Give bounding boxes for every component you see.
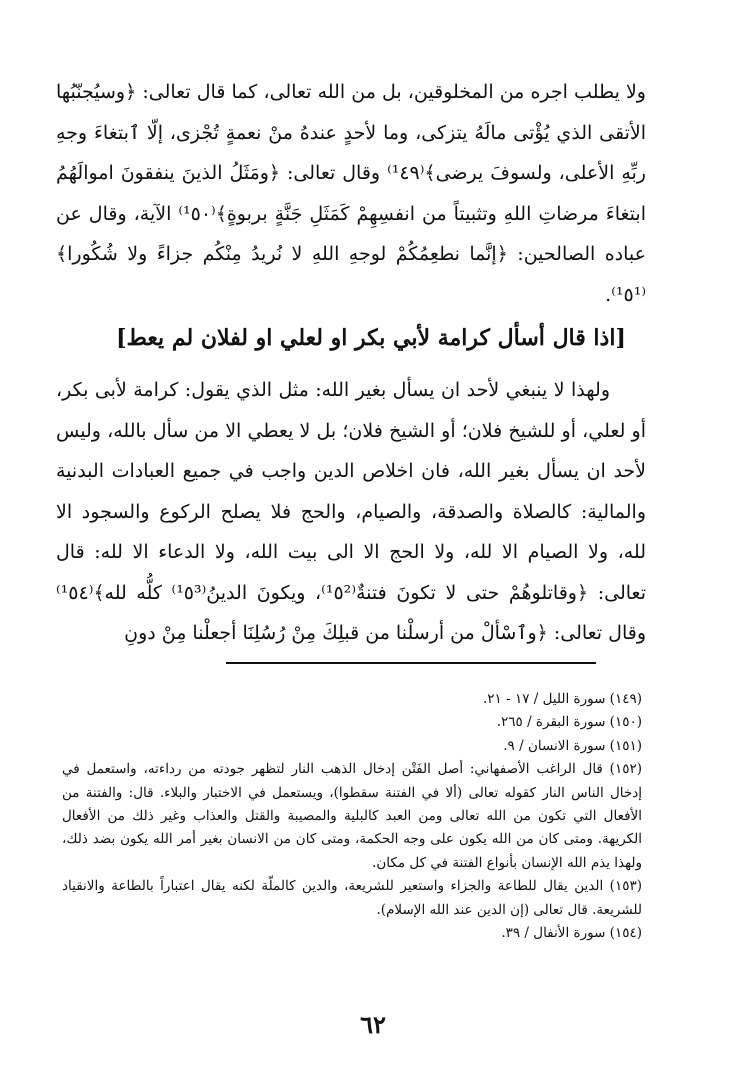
section-heading: [اذا قال أسأل كرامة لأبي بكر او لعلي او لفلان لم يعط] [116, 325, 626, 351]
main-text-bottom [56, 370, 646, 654]
footnote: (١٥٣) الدين يقال للطاعة والجزاء واستعير للشريعة، والدين كالملّة لكنه يقال اعتباراً بالطاعة والانقياد للشريعة. قال تعالى (إن الدين عند الله الإسلام). [62, 878, 642, 918]
footnote: (١٤٩) سورة الليل / ١٧ - ٢١. [482, 691, 642, 707]
paragraph: ولهذا لا ينبغي لأحد ان يسأل بغير الله: مثل الذي يقول: كرامة لأبى بكر، أو لعلي، أو للشيخ فلان؛ أو الشيخ فلان؛ بل لا يعطي الا من سأل بالله، وليس لأحد ان يسأل بغير الله، فان اخلاص الدين واجب في جميع العبادات البدنية والمالية: كالصلاة والصدقة، والصيام، والحج فلا يصلح الركوع والسجود الا لله، ولا الصيام الا لله، ولا الحج الا الى بيت الله، ولا الدعاء الا لله: قال تعالى: ﴿وقاتلوهُمْ حتى لا تكونَ فتنةٌ⁽¹٥²⁾، ويكونَ الدينُ⁽¹٥³⁾ كلُّه لله﴾⁽¹٥٤⁾ وقال تعالى: ﴿وٱسْألْ من أرسلْنا من قبلِكَ مِنْ رُسُلِنَا أجعلْنا مِنْ دونِ [56, 379, 646, 644]
paragraph: ولا يطلب اجره من المخلوقين، بل من الله تعالى، كما قال تعالى: ﴿وسيُجنّبُها الأتقى الذي يُؤْتى مالَهُ يتزكى، وما لأحدٍ عندهُ منْ نعمةٍ تُجْزى، إلّا ٱبتغاءَ وجهِ ربِّهِ الأعلى، ولسوفَ يرضى﴾⁽¹٤٩⁾ وقال تعالى: ﴿ومَثَلُ الذينَ ينفقونَ اموالَهُمُ ابتغاءَ مرضاتِ اللهِ وتثبيتاً من انفسِهِمْ كَمَثَلِ جَنَّةٍ بربوةٍ﴾⁽¹٥٠⁾ الآية، وقال عن عباده الصالحين: ﴿إنَّما نطعِمُكُمْ لوجهِ اللهِ لا نُريدُ مِنْكُم جزاءً ولا شُكُورا﴾⁽¹٥¹⁾. [56, 81, 646, 306]
footnotes [62, 688, 642, 945]
footnote: (١٥٠) سورة البقرة / ٢٦٥. [496, 714, 642, 731]
page-number: ٦٢ [360, 1010, 386, 1039]
footnote-divider [226, 662, 596, 664]
footnote: (١٥٢) قال الراغب الأصفهاني: أصل الفَتْن إدخال الذهب النار لتظهر جودته من رداءته، واستعمل في إدخال الناس النار كقوله تعالى (ألا في الفتنة سقطوا)، ويستعمل في الاختبار والبلاء. قال: والفتنة من الأفعال التي تكون من الله تعالى ومن العبد كالبلية والمصيبة والقتل والعذاب وغير ذلك من الأفعال الكريهة. ومتى كان من الله يكون على وجه الحكمة، ومتى كان من الانسان بغير أمر الله يكون بضد ذلك، ولهذا يذم الله الإنسان بأنواع الفتنة في كل مكان. [62, 761, 642, 871]
footnote: (١٥٤) سورة الأنفال / ٣٩. [501, 925, 642, 942]
footnote: (١٥١) سورة الانسان / ٩. [503, 737, 642, 754]
main-text-top [56, 72, 646, 315]
